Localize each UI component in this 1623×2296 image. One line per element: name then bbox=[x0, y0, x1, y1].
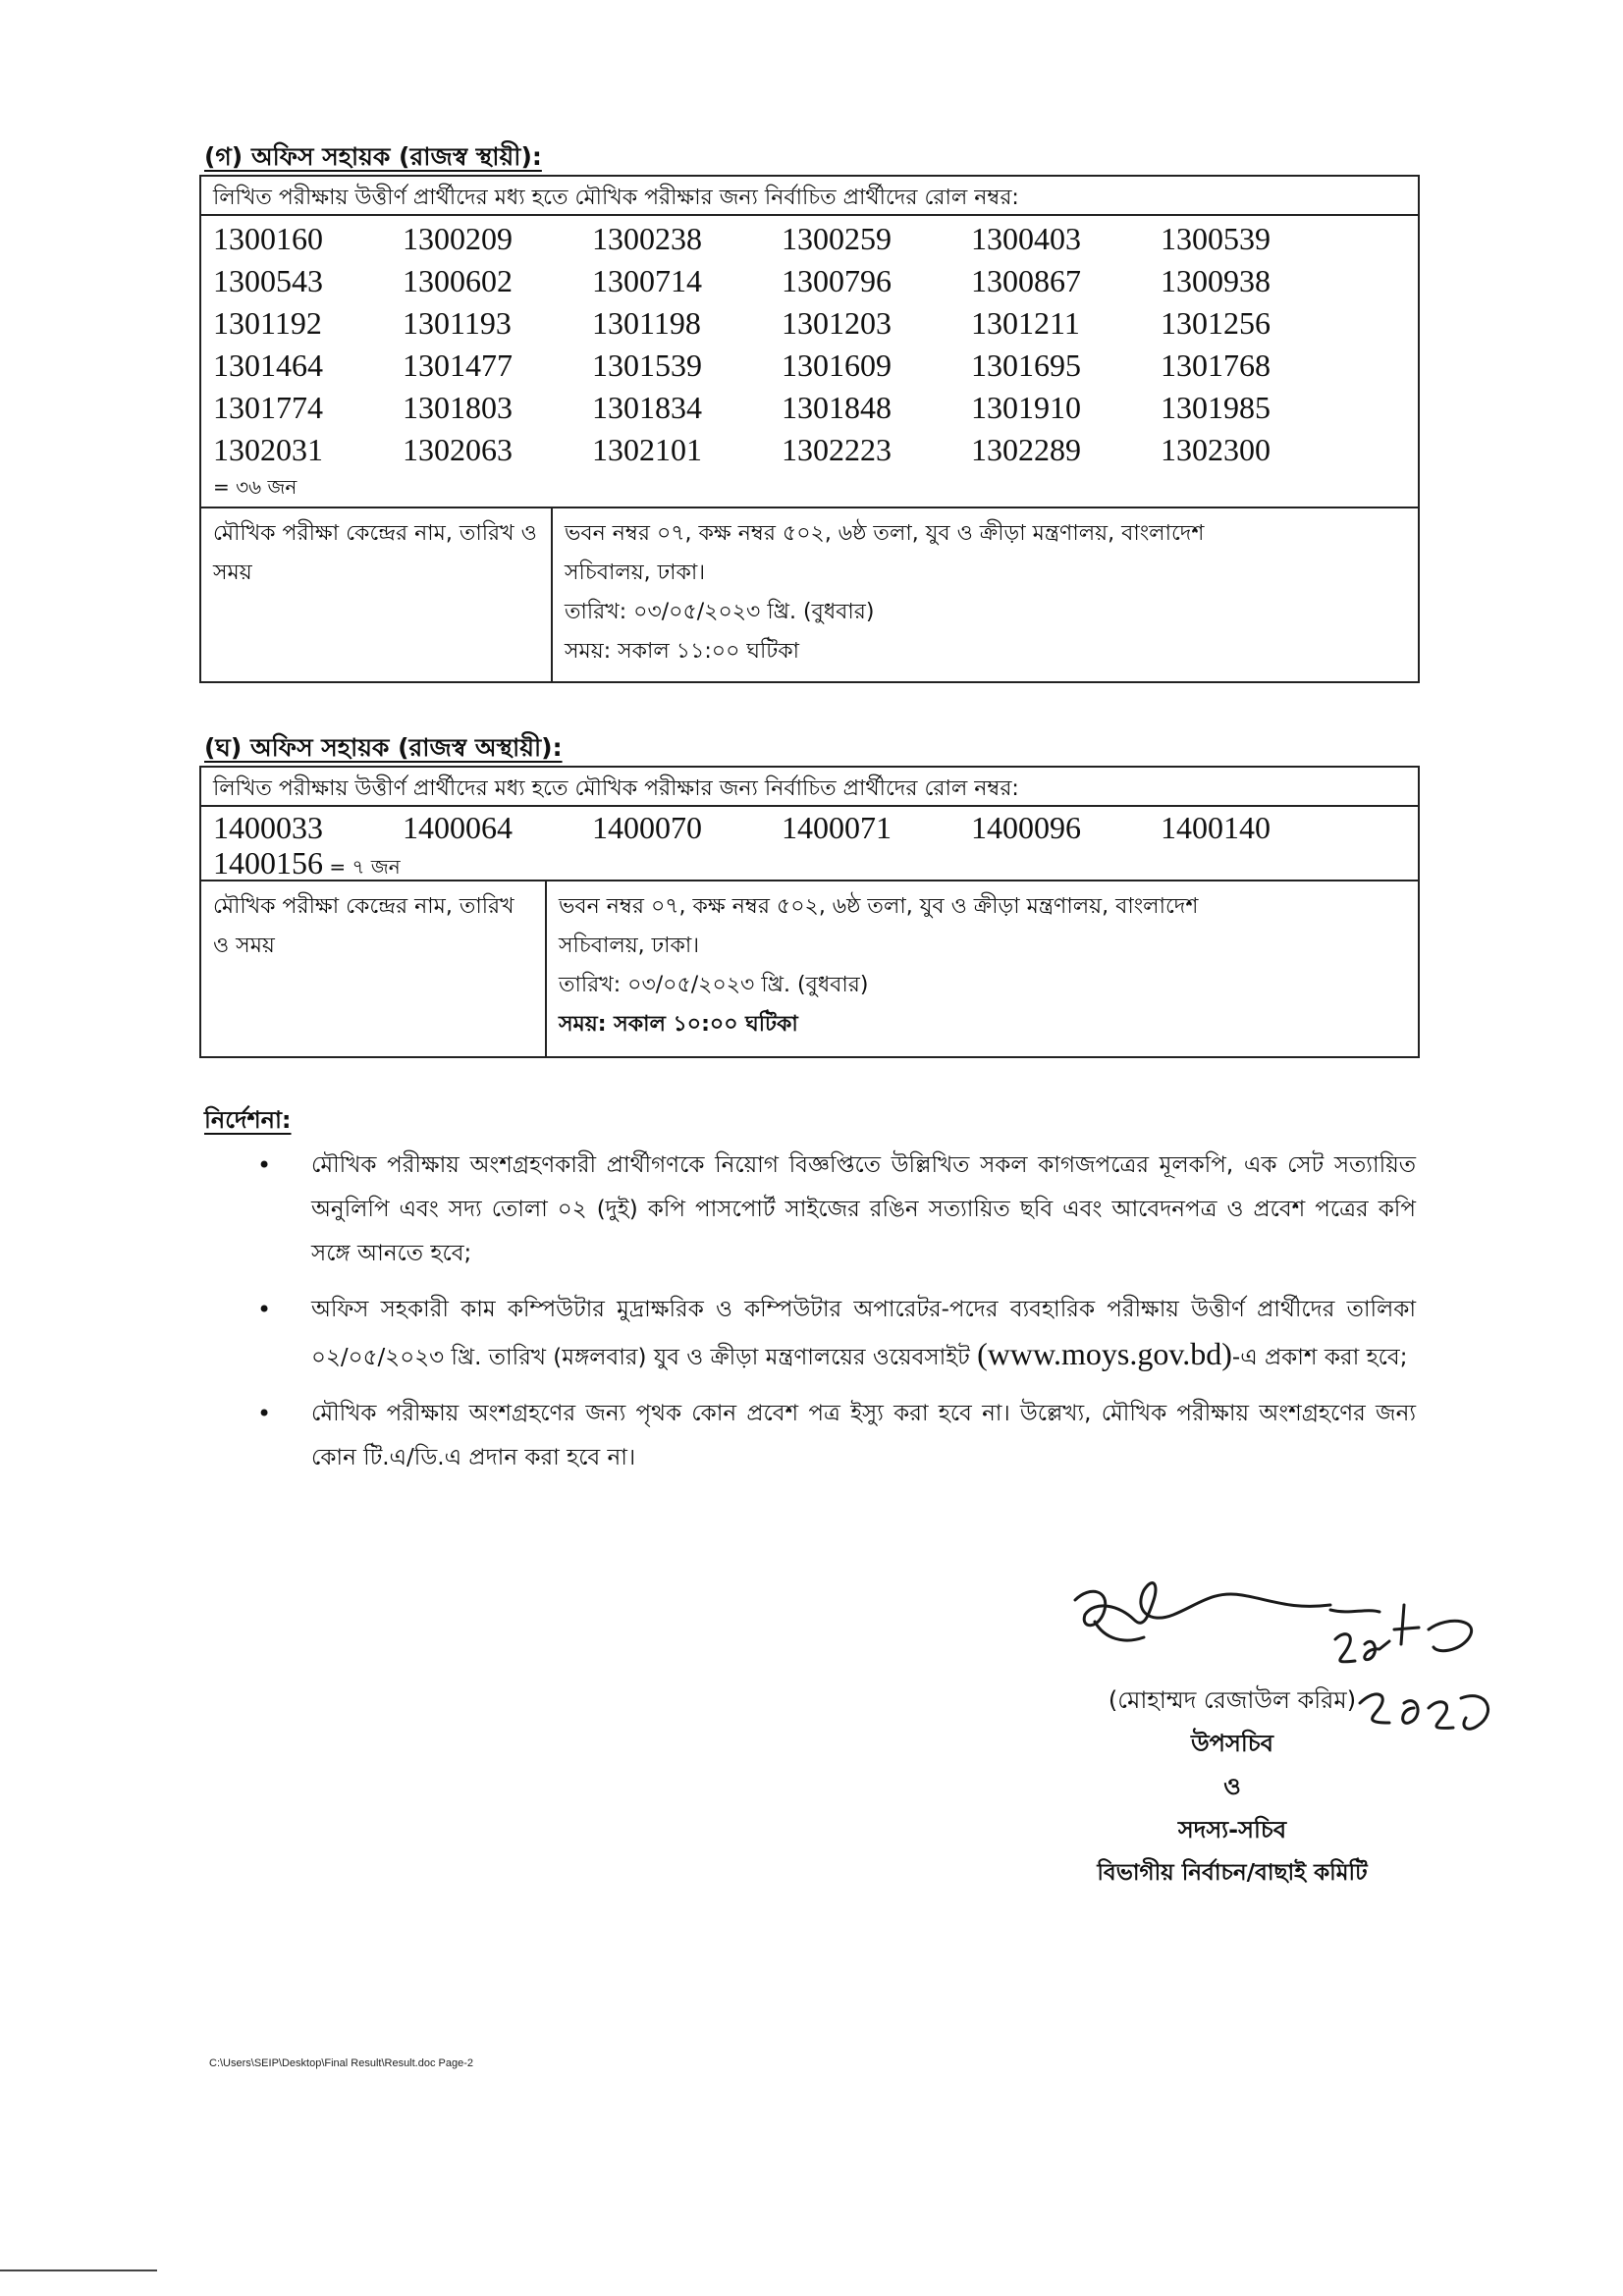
section-ga-center-info bbox=[553, 508, 1214, 681]
signature-date: ২৮/৪ ২০২৩ bbox=[1281, 1757, 1287, 1758]
section-ga-table bbox=[199, 175, 1420, 683]
signatory-block bbox=[1031, 1679, 1434, 1895]
instruction-text: মৌখিক পরীক্ষায় অংশগ্রহণের জন্য পৃথক কোন প্রবেশ পত্র ইস্যু করা হবে না। উল্লেখ্য, মৌখিক পরীক্ষায় অংশগ্রহণের জন্য কোন টি.এ/ডি.এ প্রদান করা হবে না। bbox=[311, 1401, 1416, 1470]
roll-number: 1301477 bbox=[403, 347, 513, 383]
roll-number: 1400033 bbox=[213, 810, 323, 845]
roll-number: 1301985 bbox=[1161, 390, 1271, 425]
roll-number: 1300160 bbox=[213, 221, 323, 256]
signatory-committee: বিভাগীয় নির্বাচন/বাছাই কমিটি bbox=[1097, 1860, 1368, 1886]
section-gha-total: = ৭ জন bbox=[329, 855, 401, 879]
roll-number: 1300539 bbox=[1161, 221, 1271, 256]
roll-number: 1301803 bbox=[403, 390, 513, 425]
website-link[interactable]: (www.moys.gov.bd) bbox=[977, 1336, 1232, 1371]
section-gha-roll-grid bbox=[201, 807, 1418, 846]
roll-number: 1301193 bbox=[403, 305, 512, 341]
roll-number: 1301774 bbox=[213, 390, 323, 425]
roll-number: 1301211 bbox=[971, 305, 1080, 341]
section-ga-intro: লিখিত পরীক্ষায় উত্তীর্ণ প্রার্থীদের মধ্য হতে মৌখিক পরীক্ষার জন্য নির্বাচিত প্রার্থীদের রোল নম্বর: bbox=[201, 177, 1418, 216]
section-gha-intro: লিখিত পরীক্ষায় উত্তীর্ণ প্রার্থীদের মধ্য হতে মৌখিক পরীক্ষার জন্য নির্বাচিত প্রার্থীদের রোল নম্বর: bbox=[201, 768, 1418, 807]
roll-number: 1302063 bbox=[403, 432, 513, 467]
venue-line: ভবন নম্বর ০৭, কক্ষ নম্বর ৫০২, ৬ষ্ঠ তলা, যুব ও ক্রীড়া মন্ত্রণালয়, বাংলাদেশ bbox=[565, 521, 1205, 546]
roll-number: 1300602 bbox=[403, 263, 513, 298]
instruction-text-tail: -এ প্রকাশ করা হবে; bbox=[1231, 1345, 1408, 1370]
roll-number: 1400070 bbox=[592, 810, 702, 845]
section-gha-last-row bbox=[201, 846, 1418, 880]
instructions-list bbox=[257, 1144, 1416, 1492]
bullet-icon: • bbox=[257, 1400, 272, 1427]
roll-number: 1301539 bbox=[592, 347, 702, 383]
roll-number: 1400071 bbox=[782, 810, 892, 845]
roll-number: 1301192 bbox=[213, 305, 322, 341]
exam-date: তারিখ: ০৩/০৫/২০২৩ খ্রি. (বুধবার) bbox=[559, 973, 869, 997]
roll-number: 1300714 bbox=[592, 263, 702, 298]
section-ga-heading: (গ) অফিস সহায়ক (রাজস্ব স্থায়ী): bbox=[204, 142, 542, 171]
roll-number: 1301848 bbox=[782, 390, 892, 425]
roll-number: 1302223 bbox=[782, 432, 892, 467]
roll-number: 1301695 bbox=[971, 347, 1081, 383]
roll-number: 1400064 bbox=[403, 810, 513, 845]
venue-line: ভবন নম্বর ০৭, কক্ষ নম্বর ৫০২, ৬ষ্ঠ তলা, যুব ও ক্রীড়া মন্ত্রণালয়, বাংলাদেশ bbox=[559, 894, 1199, 919]
roll-number: 1302289 bbox=[971, 432, 1081, 467]
roll-number: 1301910 bbox=[971, 390, 1081, 425]
instruction-item bbox=[257, 1392, 1416, 1480]
bullet-icon: • bbox=[257, 1151, 272, 1179]
roll-number: 1300796 bbox=[782, 263, 892, 298]
roll-number: 1301203 bbox=[782, 305, 892, 341]
roll-number: 1300259 bbox=[782, 221, 892, 256]
roll-number: 1301464 bbox=[213, 347, 323, 383]
roll-number: 1302101 bbox=[592, 432, 702, 467]
signatory-designation: উপসচিব bbox=[1190, 1730, 1274, 1757]
bottom-rule bbox=[0, 2269, 157, 2271]
signatory-name: (মোহাম্মদ রেজাউল করিম) bbox=[1108, 1686, 1357, 1714]
bullet-icon: • bbox=[257, 1296, 272, 1323]
section-gha-heading: (ঘ) অফিস সহায়ক (রাজস্ব অস্থায়ী): bbox=[204, 733, 563, 762]
section-gha-center-info bbox=[547, 881, 1208, 1058]
footer-file-path: C:\Users\SEIP\Desktop\Final Result\Result.doc Page-2 bbox=[209, 2057, 474, 2069]
section-ga-total: = ৩৬ জন bbox=[213, 475, 298, 499]
roll-number: 1301609 bbox=[782, 347, 892, 383]
signatory-and: ও bbox=[1223, 1773, 1241, 1800]
venue-line: সচিবালয়, ঢাকা। bbox=[559, 934, 700, 958]
roll-number: 1301768 bbox=[1161, 347, 1271, 383]
instructions-heading: নির্দেশনা: bbox=[204, 1106, 292, 1134]
instruction-item bbox=[257, 1288, 1416, 1380]
roll-number: 1301834 bbox=[592, 390, 702, 425]
section-gha-center-row bbox=[201, 880, 1418, 1058]
instruction-text: মৌখিক পরীক্ষায় অংশগ্রহণকারী প্রার্থীগণকে নিয়োগ বিজ্ঞপ্তিতে উল্লিখিত সকল কাগজপত্রের মূলকপি, এক সেট সত্যায়িত অনুলিপি এবং সদ্য তোলা ০২ (দুই) কপি পাসপোর্ট সাইজের রঙিন সত্যায়িত ছবি এবং আবেদনপত্র ও প্রবেশ পত্রের কপি সঙ্গে আনতে হবে; bbox=[311, 1152, 1416, 1266]
exam-time: সময়: সকাল ১০:০০ ঘটিকা bbox=[559, 1012, 798, 1037]
roll-number: 1300209 bbox=[403, 221, 513, 256]
roll-number: 1300867 bbox=[971, 263, 1081, 298]
roll-number: 1301198 bbox=[592, 305, 701, 341]
section-ga-center-label: মৌখিক পরীক্ষা কেন্দ্রের নাম, তারিখ ও সময় bbox=[201, 508, 553, 681]
roll-number: 1400140 bbox=[1161, 810, 1271, 845]
instruction-item bbox=[257, 1144, 1416, 1276]
section-ga-center-row bbox=[201, 507, 1418, 681]
section-gha-table bbox=[199, 766, 1420, 1058]
venue-line: সচিবালয়, ঢাকা। bbox=[565, 561, 706, 585]
roll-number: 1400096 bbox=[971, 810, 1081, 845]
instruction-text: অফিস সহকারী কাম কম্পিউটার মুদ্রাক্ষরিক ও কম্পিউটার অপারেটর-পদের ব্যবহারিক পরীক্ষায় উত্তীর্ণ প্রার্থীদের তালিকা ০২/০৫/২০২৩ খ্রি. তারিখ (মঙ্গলবার) যুব ও ক্রীড়া মন্ত্রণালয়ের ওয়েবসাইট bbox=[311, 1297, 1416, 1370]
section-gha-center-label: মৌখিক পরীক্ষা কেন্দ্রের নাম, তারিখ ও সময় bbox=[201, 881, 547, 1058]
roll-number: 1400156 bbox=[213, 845, 323, 881]
roll-number: 1300238 bbox=[592, 221, 702, 256]
roll-number: 1300938 bbox=[1161, 263, 1271, 298]
roll-number: 1301256 bbox=[1161, 305, 1271, 341]
roll-number: 1302031 bbox=[213, 432, 323, 467]
roll-number: 1300403 bbox=[971, 221, 1081, 256]
signatory-role: সদস্য-সচিব bbox=[1177, 1816, 1287, 1843]
roll-number: 1300543 bbox=[213, 263, 323, 298]
section-ga-roll-grid bbox=[201, 216, 1418, 471]
exam-date: তারিখ: ০৩/০৫/২০২৩ খ্রি. (বুধবার) bbox=[565, 600, 875, 624]
exam-time: সময়: সকাল ১১:০০ ঘটিকা bbox=[565, 639, 800, 664]
roll-number: 1302300 bbox=[1161, 432, 1271, 467]
